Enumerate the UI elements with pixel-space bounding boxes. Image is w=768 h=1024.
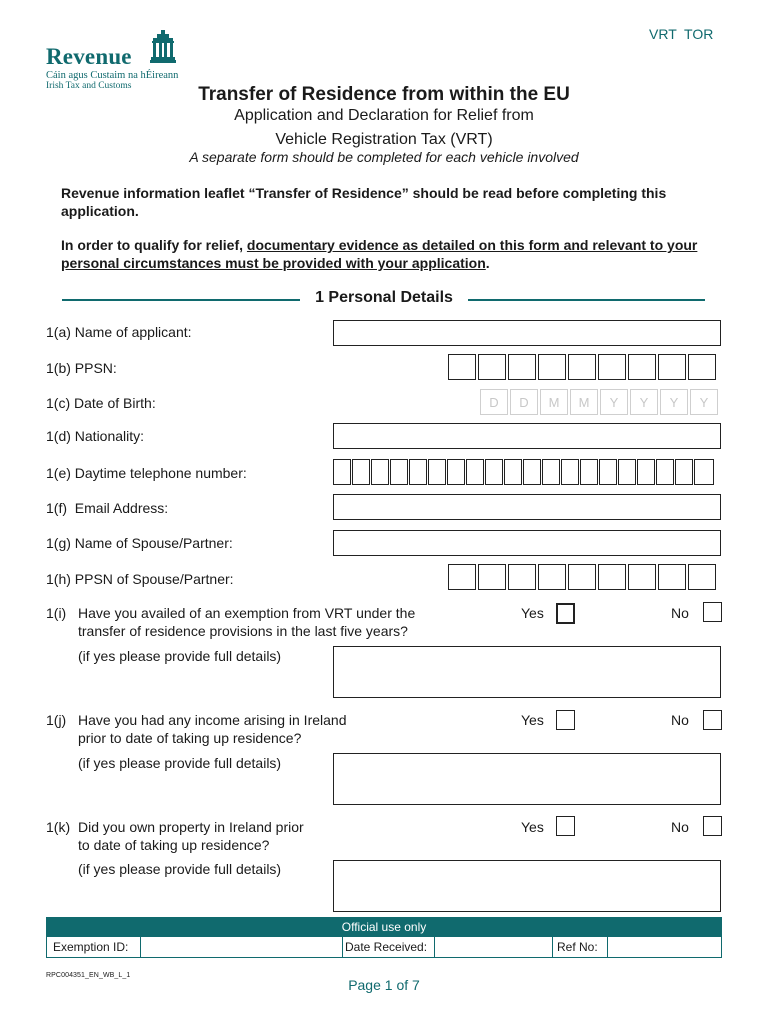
yes-label: Yes	[521, 712, 544, 728]
details-hint: (if yes please provide full details)	[78, 755, 282, 771]
telephone-cell[interactable]	[333, 459, 351, 485]
spouse-ppsn-cell[interactable]	[538, 564, 566, 590]
spouse-ppsn-cell[interactable]	[598, 564, 626, 590]
telephone-cell[interactable]	[390, 459, 408, 485]
prior-exemption-yes-checkbox[interactable]	[556, 603, 575, 624]
dob-month-cell[interactable]: M	[570, 389, 598, 415]
yes-label: Yes	[521, 819, 544, 835]
ppsn-cell[interactable]	[598, 354, 626, 380]
telephone-field[interactable]	[333, 459, 714, 485]
spouse-ppsn-cell[interactable]	[448, 564, 476, 590]
section-divider-left	[62, 299, 300, 301]
irish-income-details-field[interactable]	[333, 753, 721, 805]
ppsn-cell[interactable]	[688, 354, 716, 380]
question-number: 1(i)	[46, 605, 67, 621]
no-label: No	[671, 712, 689, 728]
logo-english-line: Irish Tax and Customs	[46, 81, 132, 91]
telephone-cell[interactable]	[485, 459, 503, 485]
dob-month-cell[interactable]: M	[540, 389, 568, 415]
telephone-cell[interactable]	[580, 459, 598, 485]
customs-house-icon	[150, 30, 176, 66]
question-text-line-2: transfer of residence provisions in the last five years?	[78, 623, 408, 639]
dob-year-cell[interactable]: Y	[660, 389, 688, 415]
page-number: Page 1 of 7	[348, 977, 420, 993]
dob-day-cell[interactable]: D	[510, 389, 538, 415]
ppsn-cell[interactable]	[628, 354, 656, 380]
official-divider	[342, 937, 343, 957]
question-text-line-2: to date of taking up residence?	[78, 837, 270, 853]
irish-income-yes-checkbox[interactable]	[556, 710, 575, 730]
email-field[interactable]	[333, 494, 721, 520]
details-hint: (if yes please provide full details)	[78, 648, 282, 664]
telephone-cell[interactable]	[637, 459, 655, 485]
question-text-line-1: Have you availed of an exemption from VRT under the	[78, 605, 416, 621]
irish-property-details-field[interactable]	[333, 860, 721, 912]
intro-paragraph-1: Revenue information leaflet “Transfer of Residence” should be read before completing this application.	[61, 185, 667, 219]
irish-income-no-checkbox[interactable]	[703, 710, 722, 730]
telephone-cell[interactable]	[599, 459, 617, 485]
ppsn-cell[interactable]	[448, 354, 476, 380]
ref-no-label: Ref No:	[557, 940, 598, 954]
dob-year-cell[interactable]: Y	[600, 389, 628, 415]
telephone-cell[interactable]	[561, 459, 579, 485]
spouse-ppsn-cell[interactable]	[688, 564, 716, 590]
dob-day-cell[interactable]: D	[480, 389, 508, 415]
spouse-ppsn-field[interactable]	[448, 564, 716, 590]
exemption-id-label: Exemption ID:	[53, 940, 129, 954]
telephone-cell[interactable]	[618, 459, 636, 485]
no-label: No	[671, 605, 689, 621]
no-label: No	[671, 819, 689, 835]
telephone-cell[interactable]	[466, 459, 484, 485]
telephone-cell[interactable]	[656, 459, 674, 485]
ppsn-cell[interactable]	[508, 354, 536, 380]
applicant-name-field[interactable]	[333, 320, 721, 346]
telephone-cell[interactable]	[409, 459, 427, 485]
irish-property-no-checkbox[interactable]	[703, 816, 722, 836]
ppsn-cell[interactable]	[568, 354, 596, 380]
intro-evidence-requirement: documentary evidence as detailed on this form and relevant to your personal circumstances must be provided with your application	[61, 237, 698, 271]
form-note: A separate form should be completed for each vehicle involved	[189, 149, 579, 165]
dob-year-cell[interactable]: Y	[690, 389, 718, 415]
ppsn-cell[interactable]	[538, 354, 566, 380]
yes-label: Yes	[521, 605, 544, 621]
form-title: Transfer of Residence from within the EU	[198, 84, 570, 105]
official-use-row	[47, 937, 721, 957]
dob-field[interactable]	[480, 389, 718, 415]
spouse-ppsn-cell[interactable]	[628, 564, 656, 590]
label-spouse-name: 1(g) Name of Spouse/Partner:	[46, 535, 233, 551]
label-daytime-telephone: 1(e) Daytime telephone number:	[46, 465, 247, 481]
question-text-line-2: prior to date of taking up residence?	[78, 730, 302, 746]
details-hint: (if yes please provide full details)	[78, 861, 282, 877]
form-code: VRT TOR	[649, 26, 714, 42]
official-use-panel	[46, 917, 722, 958]
form-subtitle-1: Application and Declaration for Relief from	[234, 107, 534, 124]
telephone-cell[interactable]	[352, 459, 370, 485]
label-email-address: 1(f) Email Address:	[46, 500, 169, 516]
label-date-of-birth: 1(c) Date of Birth:	[46, 395, 156, 411]
spouse-ppsn-cell[interactable]	[508, 564, 536, 590]
section-divider-right	[468, 299, 705, 301]
section-heading: 1 Personal Details	[315, 289, 453, 306]
prior-exemption-details-field[interactable]	[333, 646, 721, 698]
label-ppsn: 1(b) PPSN:	[46, 360, 117, 376]
question-number: 1(k)	[46, 819, 71, 835]
logo-irish-line: Cáin agus Custaim na hÉireann	[46, 70, 179, 81]
label-nationality: 1(d) Nationality:	[46, 428, 145, 444]
spouse-ppsn-cell[interactable]	[658, 564, 686, 590]
exemption-id-field	[141, 937, 341, 957]
telephone-cell[interactable]	[694, 459, 714, 485]
spouse-ppsn-cell[interactable]	[478, 564, 506, 590]
spouse-name-field[interactable]	[333, 530, 721, 556]
telephone-cell[interactable]	[428, 459, 446, 485]
telephone-cell[interactable]	[504, 459, 522, 485]
date-received-label: Date Received:	[345, 940, 428, 954]
telephone-cell[interactable]	[523, 459, 541, 485]
telephone-cell[interactable]	[675, 459, 693, 485]
ppsn-cell[interactable]	[478, 354, 506, 380]
logo-name: Revenue	[46, 44, 132, 69]
official-divider	[434, 937, 435, 957]
question-text-line-1: Did you own property in Ireland prior	[78, 819, 304, 835]
ppsn-field[interactable]	[448, 354, 716, 380]
question-text-line-1: Have you had any income arising in Ireland	[78, 712, 347, 728]
official-divider	[607, 937, 608, 957]
form-reference: RPC004351_EN_WB_L_1	[46, 972, 131, 979]
ppsn-cell[interactable]	[658, 354, 686, 380]
intro-paragraph-2-suffix: .	[485, 255, 490, 271]
prior-exemption-no-checkbox[interactable]	[703, 602, 722, 622]
irish-property-yes-checkbox[interactable]	[556, 816, 575, 836]
question-number: 1(j)	[46, 712, 67, 728]
intro-paragraph-2	[61, 236, 711, 272]
telephone-cell[interactable]	[371, 459, 389, 485]
form-subtitle-2: Vehicle Registration Tax (VRT)	[275, 131, 493, 148]
label-spouse-ppsn: 1(h) PPSN of Spouse/Partner:	[46, 571, 234, 587]
official-divider	[552, 937, 553, 957]
nationality-field[interactable]	[333, 423, 721, 449]
dob-year-cell[interactable]: Y	[630, 389, 658, 415]
telephone-cell[interactable]	[542, 459, 560, 485]
official-use-title: Official use only	[47, 918, 721, 937]
telephone-cell[interactable]	[447, 459, 465, 485]
spouse-ppsn-cell[interactable]	[568, 564, 596, 590]
label-name-of-applicant: 1(a) Name of applicant:	[46, 324, 192, 340]
intro-paragraph-2-prefix: In order to qualify for relief,	[61, 237, 247, 253]
